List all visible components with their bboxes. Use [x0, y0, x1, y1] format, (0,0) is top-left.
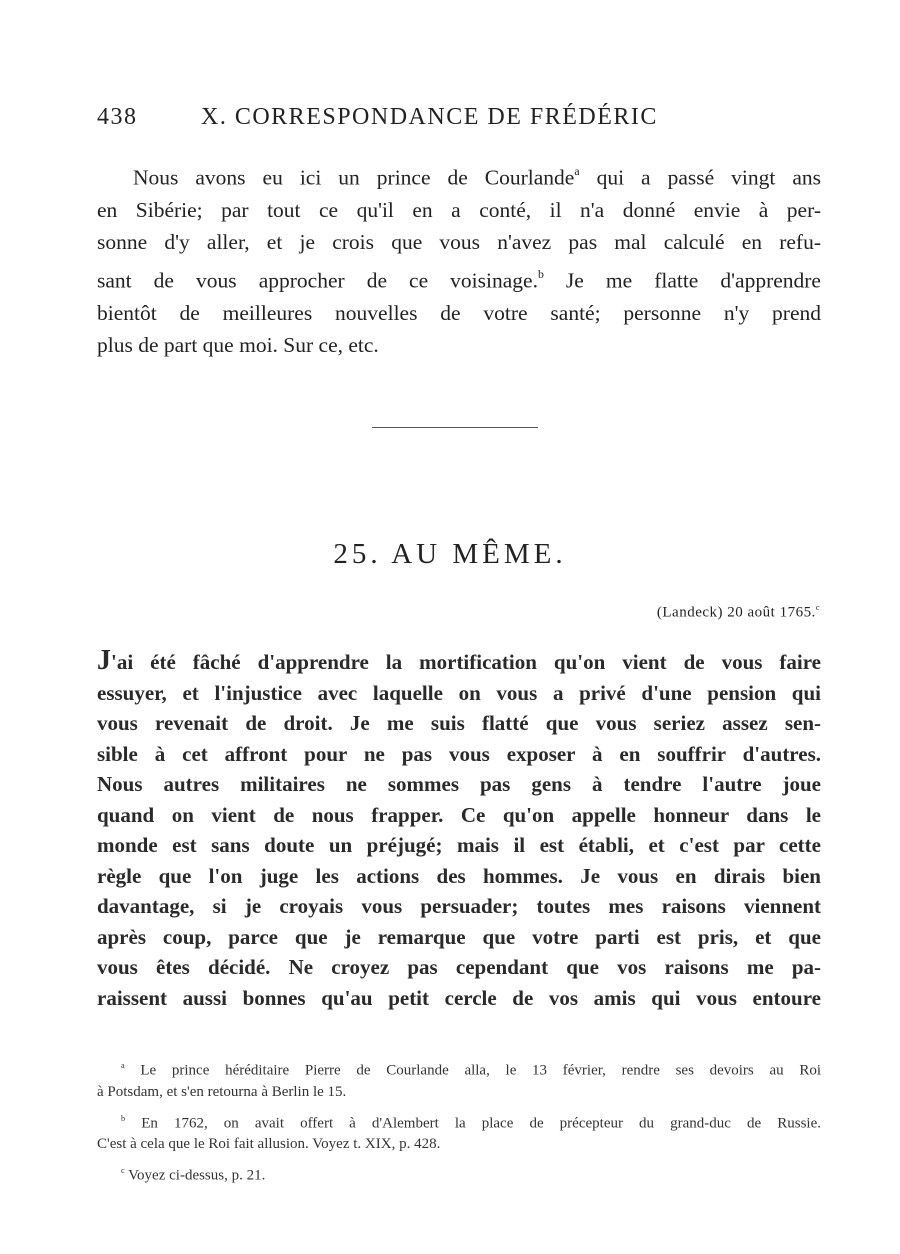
text-line: sonne d'y aller, et je crois que vous n'avez pas mal calculé en refu- [97, 230, 821, 255]
footnote-mark-c: c [815, 603, 820, 612]
letter-heading: 25. AU MÊME. [333, 538, 567, 570]
text-line: sible à cet affront pour ne pas vous exposer à en souffrir d'autres. [97, 741, 821, 766]
text-line: après coup, parce que je remarque que votre parti est pris, et que [97, 924, 821, 949]
text-line: vous revenait de droit. Je me suis flatté que vous seriez assez sen- [97, 711, 821, 735]
text-line: plus de part que moi. Sur ce, etc. [97, 333, 379, 358]
footnote-c: $^c$ Voyez ci-dessus, p. 21. [121, 1166, 266, 1184]
text-line: Nous avons eu ici un prince de Courlande$^a$ qui a passé vingt ans [133, 164, 821, 190]
text-line: vous êtes décidé. Ne croyez pas cependant que vos raisons me pa- [97, 955, 821, 979]
footnote-mark-a: a [574, 164, 580, 178]
text-line: davantage, si je croyais vous persuader; toutes mes raisons viennent [97, 894, 821, 918]
footnotes [97, 1055, 821, 1192]
text-line: monde est sans doute un préjugé; mais il est établi, et c'est par cette [97, 833, 821, 857]
text-line: raissent aussi bonnes qu'au petit cercle de vos amis qui vous entoure [97, 985, 821, 1010]
text-line: essuyer, et l'injustice avec laquelle on vous a privé d'une pension qui [97, 680, 821, 705]
page-number: 438 [97, 104, 138, 130]
initial-letter: J [97, 645, 111, 676]
footnote-mark-b: b [537, 267, 544, 282]
section-divider [372, 427, 538, 428]
text-line: bientôt de meilleures nouvelles de votre santé; personne n'y prend [97, 301, 821, 326]
text-line: en Sibérie; par tout ce qu'il en a conté, il n'a donné envie à per- [97, 197, 821, 222]
text-line: Nous autres militaires ne sommes pas gens à tendre l'autre joue [97, 772, 821, 796]
text-line: règle que l'on juge les actions des hommes. Je vous en dirais bien [97, 863, 821, 888]
letter-body [97, 646, 821, 1013]
text-line: sant de vous approcher de ce voisinage.$^b$ Je me flatte d'apprendre [97, 267, 821, 293]
letter-dateline: (Landeck) 20 août 1765.$^c$ [656, 603, 820, 621]
footnote-a: $^a$ Le prince héréditaire Pierre de Courlande alla, le 13 février, rendre ses devoirs au Roi à Potsdam, et s'en retourna à Berlin le 15. [97, 1061, 821, 1100]
text-line: quand on vient de nous frapper. Ce qu'on appelle honneur dans le [97, 802, 821, 827]
continuation-paragraph [97, 155, 821, 362]
text-line: J'ai été fâché d'apprendre la mortification qu'on vient de vous faire [97, 645, 821, 676]
running-title: X. CORRESPONDANCE DE FRÉDÉRIC [201, 104, 658, 130]
footnote-b: $^b$ En 1762, on avait offert à d'Alembert la place de précepteur du grand-duc de Russie. C'est à cela que le Roi fait allusion. Voyez t. XIX, p. 428. [97, 1113, 821, 1153]
